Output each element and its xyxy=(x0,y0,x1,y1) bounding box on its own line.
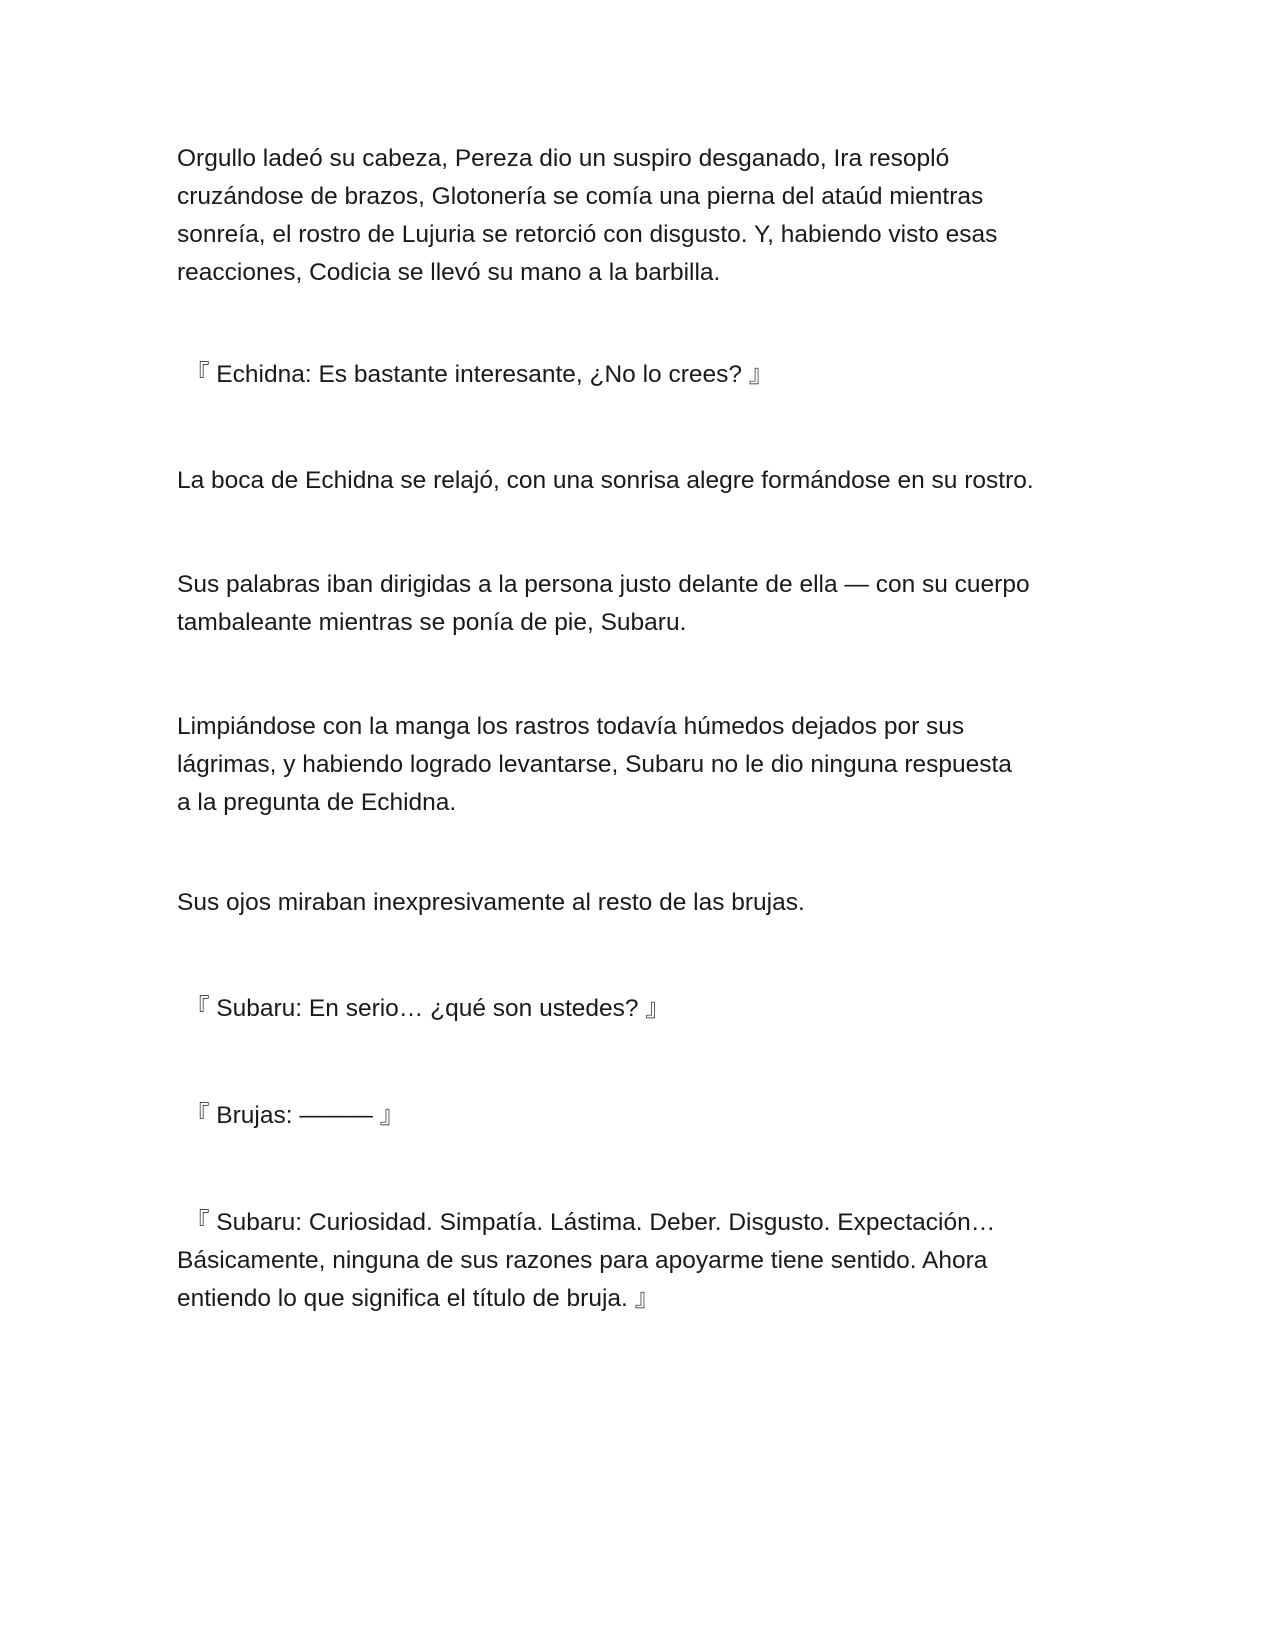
text-line: tambaleante mientras se ponía de pie, Subaru. xyxy=(177,609,687,636)
text-line: La boca de Echidna se relajó, con una sonrisa alegre formándose en su rostro. xyxy=(177,467,1034,494)
paragraph-subaru-wiping xyxy=(177,708,1107,822)
dialogue-subaru-question xyxy=(185,990,1105,1028)
text-line: cruzándose de brazos, Glotonería se comía una pierna del ataúd mientras xyxy=(177,183,984,210)
text-line: entiendo lo que significa el título de bruja. 』 xyxy=(177,1285,660,1312)
text-line: Orgullo ladeó su cabeza, Pereza dio un suspiro desganado, Ira resopló xyxy=(177,145,950,172)
text-line: Sus palabras iban dirigidas a la persona justo delante de ella — con su cuerpo xyxy=(177,571,1030,598)
text-line: a la pregunta de Echidna. xyxy=(177,789,457,816)
text-line: lágrimas, y habiendo logrado levantarse, Subaru no le dio ninguna respuesta xyxy=(177,751,1012,778)
dialogue-echidna xyxy=(185,356,1105,394)
paragraph-narration-reactions xyxy=(177,140,1107,292)
dialogue-subaru-reasons xyxy=(177,1204,1107,1318)
text-line: sonreía, el rostro de Lujuria se retorció con disgusto. Y, habiendo visto esas xyxy=(177,221,998,248)
text-line: 『 Brujas: ——— 』 xyxy=(185,1102,405,1129)
paragraph-eyes-looking xyxy=(177,884,1107,922)
paragraph-echidna-smile xyxy=(177,462,1107,500)
text-line: 『 Subaru: Curiosidad. Simpatía. Lástima. Deber. Disgusto. Expectación… xyxy=(185,1209,996,1236)
text-line: Sus ojos miraban inexpresivamente al resto de las brujas. xyxy=(177,889,805,916)
text-line: 『 Echidna: Es bastante interesante, ¿No lo crees? 』 xyxy=(185,361,774,388)
text-line: reacciones, Codicia se llevó su mano a la barbilla. xyxy=(177,259,721,286)
dialogue-brujas xyxy=(185,1097,1105,1135)
text-line: Limpiándose con la manga los rastros todavía húmedos dejados por sus xyxy=(177,713,965,740)
paragraph-words-directed xyxy=(177,566,1107,642)
text-line: Básicamente, ninguna de sus razones para apoyarme tiene sentido. Ahora xyxy=(177,1247,988,1274)
text-line: 『 Subaru: En serio… ¿qué son ustedes? 』 xyxy=(185,995,670,1022)
